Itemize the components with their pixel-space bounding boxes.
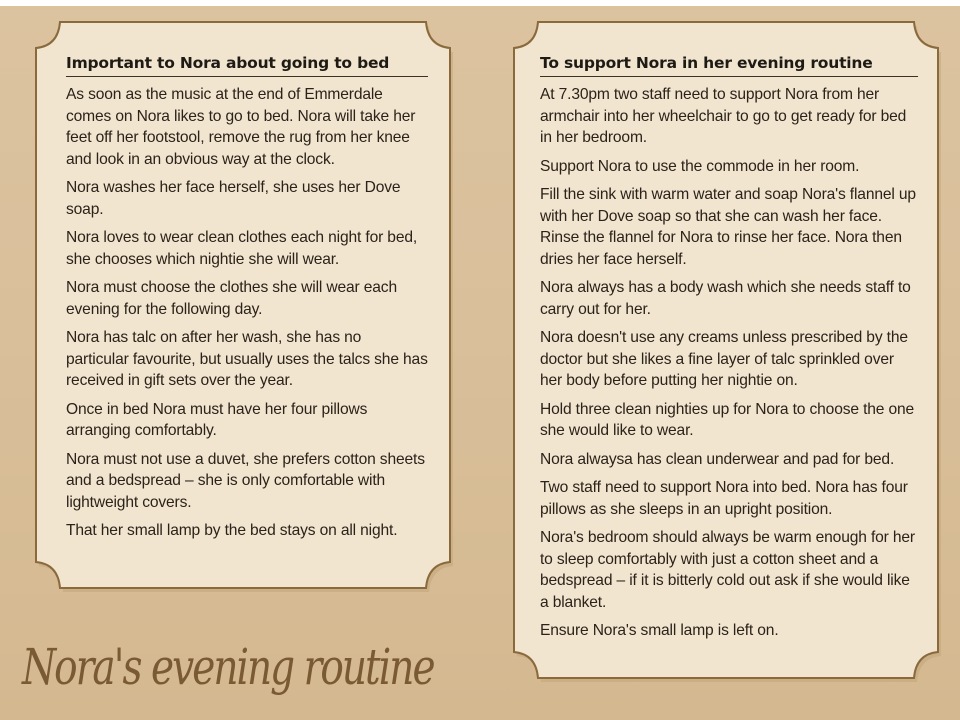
left-paragraph: Nora loves to wear clean clothes each night for bed, she chooses which nightie she will wear.	[66, 229, 418, 268]
left-panel	[30, 16, 456, 594]
right-paragraph: Fill the sink with warm water and soap Nora's flannel up with her Dove soap so that she can wash her face. Rinse the flannel for Nora to rinse her face. Nora then dries her face herself.	[540, 186, 916, 268]
left-paragraph: Nora must not use a duvet, she prefers cotton sheets and a bedspread – she is only comfortable with lightweight covers.	[66, 450, 425, 511]
right-paragraph: Nora alwaysa has clean underwear and pad for bed.	[540, 450, 895, 468]
right-paragraph: Two staff need to support Nora into bed. Nora has four pillows as she sleeps in an upright position.	[540, 479, 908, 518]
left-panel-title: Important to Nora about going to bed	[66, 54, 428, 77]
right-paragraph: Nora doesn't use any creams unless prescribed by the doctor but she likes a fine layer of talc sprinkled over her body before putting her nightie on.	[540, 329, 908, 389]
right-panel	[508, 16, 944, 684]
right-paragraph: Support Nora to use the commode in her room.	[540, 157, 860, 175]
left-paragraph: Nora must choose the clothes she will wear each evening for the following day.	[66, 279, 397, 318]
right-panel-title: To support Nora in her evening routine	[540, 54, 918, 77]
page-heading: Nora's evening routine	[22, 638, 434, 696]
right-paragraph: Nora always has a body wash which she needs staff to carry out for her.	[540, 279, 911, 318]
left-paragraph: As soon as the music at the end of Emmerdale comes on Nora likes to go to bed. Nora will take her feet off her footstool, remove the rug from her knee and look in an obvious way at the clock.	[66, 86, 416, 168]
left-paragraph: Once in bed Nora must have her four pillows arranging comfortably.	[66, 400, 368, 439]
left-paragraph: Nora has talc on after her wash, she has no particular favourite, but usually uses the talcs she has received in gift sets over the year.	[66, 329, 428, 389]
right-paragraph: Hold three clean nighties up for Nora to choose the one she would like to wear.	[540, 400, 915, 439]
right-paragraph: Nora's bedroom should always be warm enough for her to sleep comfortably with just a cotton sheet and a bedspread – if it is bitterly cold out ask if she would like a blanket.	[540, 529, 915, 611]
right-paragraph: At 7.30pm two staff need to support Nora from her armchair into her wheelchair to go to get ready for bed in her bedroom.	[540, 86, 907, 146]
left-paragraph: Nora washes her face herself, she uses her Dove soap.	[66, 179, 401, 218]
right-paragraph: Ensure Nora's small lamp is left on.	[540, 622, 779, 639]
top-edge	[0, 0, 960, 6]
left-paragraph: That her small lamp by the bed stays on all night.	[66, 522, 398, 539]
